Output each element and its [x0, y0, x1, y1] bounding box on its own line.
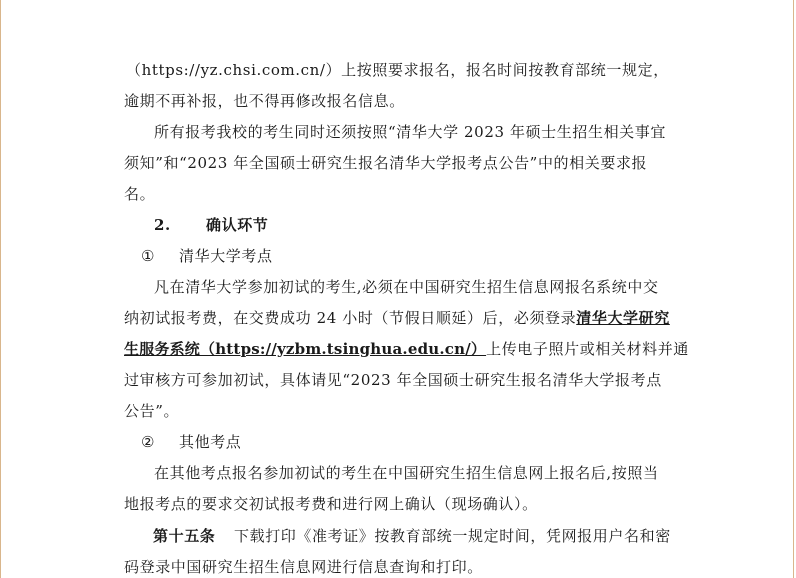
para-2-line-1: 所有报考我校的考生同时还须按照“清华大学 2023 年硕士生招生相关事宜 — [154, 123, 666, 141]
article-15-line-1: 下载打印《准考证》按教育部统一规定时间，凭网报用户名和密 — [234, 527, 671, 545]
item-1-marker: ① — [141, 247, 156, 265]
item-2-marker: ② — [141, 433, 156, 451]
tsinghua-graduate-system-url-link[interactable]: 生服务系统（https://yzbm.tsinghua.edu.cn/） — [124, 340, 487, 358]
para-1-line-2: 逾期不再补报，也不得再修改报名信息。 — [124, 92, 405, 110]
para-3-line-2 — [124, 308, 670, 328]
para-3-line-5: 公告”。 — [124, 402, 180, 420]
para-2-line-2: 须知”和“2023 年全国硕士研究生报名清华大学报考点公告”中的相关要求报 — [124, 154, 648, 172]
para-3-line-1: 凡在清华大学参加初试的考生,必须在中国研究生招生信息网报名系统中交 — [154, 278, 659, 296]
para-4-line-1: 在其他考点报名参加初试的考生在中国研究生招生信息网上报名后,按照当 — [154, 464, 659, 482]
section-2-number: 2. — [154, 216, 171, 234]
para-3-line-3 — [124, 339, 689, 359]
para-4-line-2: 地报考点的要求交初试报考费和进行网上确认（现场确认）。 — [124, 495, 538, 513]
item-1-title: 清华大学考点 — [179, 247, 273, 265]
article-15-label: 第十五条 — [153, 527, 216, 545]
para-3-line-2-text: 纳初试报考费，在交费成功 24 小时（节假日顺延）后，必须登录 — [124, 309, 577, 327]
para-1-line-1: （https://yz.chsi.com.cn/）上按照要求报名，报名时间按教育部统一规定， — [126, 61, 669, 79]
section-2-title: 确认环节 — [206, 216, 269, 234]
para-3-line-3-text: 上传电子照片或相关材料并通 — [486, 340, 689, 358]
item-2-title: 其他考点 — [179, 433, 242, 451]
article-15-line-2: 码登录中国研究生招生信息网进行信息查询和打印。 — [124, 558, 483, 576]
tsinghua-graduate-system-link[interactable]: 清华大学研究 — [576, 309, 670, 327]
para-2-line-3: 名。 — [124, 185, 156, 203]
para-3-line-4: 过审核方可参加初试，具体请见“2023 年全国硕士研究生报名清华大学报考点 — [124, 371, 662, 389]
